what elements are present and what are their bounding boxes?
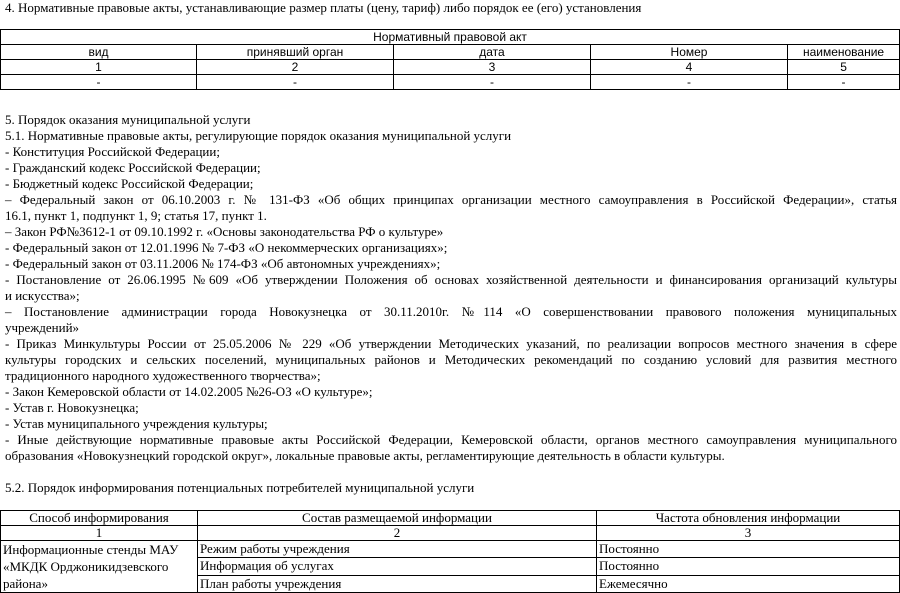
column-header-kind: вид (1, 45, 197, 60)
section-5-2-heading: 5.2. Порядок информирования потенциальных потребителей муниципальной услуги (5, 480, 475, 495)
column-number: 2 (197, 60, 394, 75)
column-header-number: Номер (591, 45, 788, 60)
table-group-header: Нормативный правовой акт (1, 30, 900, 45)
act-item: - Конституция Российской Федерации; (5, 144, 220, 159)
act-item: – Постановление администрации города Новокузнецка от 30.11.2010г. №114 «О совершенствовании правового положения муниципальных (5, 304, 897, 319)
column-header-content: Состав размещаемой информации (198, 511, 597, 526)
table-cell: План работы учреждения (198, 575, 597, 592)
act-item: - Федеральный закон от 12.01.1996 № 7-ФЗ «О некоммерческих организациях»; (5, 240, 448, 255)
table-cell: Постоянно (597, 558, 900, 575)
column-number: 2 (198, 526, 597, 541)
table-cell: Режим работы учреждения (198, 541, 597, 558)
table-header-row (1, 45, 900, 60)
table-cell: Информация об услугах (198, 558, 597, 575)
act-item: - Иные действующие нормативные правовые акты Российской Федерации, Кемеровской области, органов местного самоуправления муниципального (5, 432, 897, 447)
section-4-heading: 4. Нормативные правовые акты, устанавливающие размер платы (цену, тариф) либо порядок ее (его) установления (5, 0, 642, 15)
table-header-row (1, 511, 900, 526)
act-item: - Федеральный закон от 03.11.2006 № 174-ФЗ «Об автономных учреждениях»; (5, 256, 441, 271)
act-item-continuation: традиционного народного художественного творчества»; (5, 368, 321, 383)
table-cell: - (1, 75, 197, 90)
table-cell: - (788, 75, 900, 90)
table-cell: - (394, 75, 591, 90)
table-row (1, 60, 900, 75)
act-item: - Закон Кемеровской области от 14.02.2005 №26-ОЗ «О культуре»; (5, 384, 373, 399)
column-number: 1 (1, 526, 198, 541)
table-row (1, 541, 900, 558)
column-number: 5 (788, 60, 900, 75)
table-cell: Постоянно (597, 541, 900, 558)
act-item: - Устав муниципального учреждения культуры; (5, 416, 268, 431)
column-number: 1 (1, 60, 197, 75)
column-header-authority: принявший орган (197, 45, 394, 60)
act-item-continuation: и искусства»; (5, 288, 80, 303)
tariff-acts-table (0, 29, 900, 90)
table-cell: - (591, 75, 788, 90)
act-item: - Приказ Минкультуры России от 25.05.2006 № 229 «Об утверждении Методических указаний, по реализации вопросов местного значения в сфере (5, 336, 897, 351)
act-item-continuation: культуры городских и сельских поселений, муниципальных районов и Методических рекомендаций по созданию условий для развития местного (5, 352, 897, 367)
table-cell: Ежемесячно (597, 575, 900, 592)
section-5-1-heading: 5.1. Нормативные правовые акты, регулирующие порядок оказания муниципальной услуги (5, 128, 512, 143)
column-header-title: наименование (788, 45, 900, 60)
act-item: - Постановление от 26.06.1995 №609 «Об утверждении Положения об основах хозяйственной деятельности и финансирования организаций культуры (5, 272, 897, 287)
column-header-frequency: Частота обновления информации (597, 511, 900, 526)
act-item: - Бюджетный кодекс Российской Федерации; (5, 176, 254, 191)
act-item: - Гражданский кодекс Российской Федерации; (5, 160, 261, 175)
table-group-header-row (1, 30, 900, 45)
act-item: – Федеральный закон от 06.10.2003 г. № 131-ФЗ «Об общих принципах организации местного самоуправления в Российской Федерации», статья (5, 192, 897, 207)
act-item-continuation: 16.1, пункт 1, подпункт 1, 9; статья 17, пункт 1. (5, 208, 267, 223)
act-item: - Устав г. Новокузнецка; (5, 400, 139, 415)
section-5-heading: 5. Порядок оказания муниципальной услуги (5, 112, 251, 127)
table-row (1, 75, 900, 90)
column-header-method: Способ информирования (1, 511, 198, 526)
column-number: 4 (591, 60, 788, 75)
informing-method-cell: Информационные стенды МАУ «МКДК Орджоникидзевского района» (1, 541, 198, 593)
table-cell: - (197, 75, 394, 90)
act-item: – Закон РФ№3612-1 от 09.10.1992 г. «Основы законодательства РФ о культуре» (5, 224, 444, 239)
informing-table (0, 510, 900, 593)
table-row (1, 526, 900, 541)
act-item-continuation: учреждений» (5, 320, 80, 335)
act-item-continuation: образования «Новокузнецкий городской округ», локальные правовые акты, регламентирующие деятельность в области культуры. (5, 448, 725, 463)
column-number: 3 (597, 526, 900, 541)
column-number: 3 (394, 60, 591, 75)
column-header-date: дата (394, 45, 591, 60)
